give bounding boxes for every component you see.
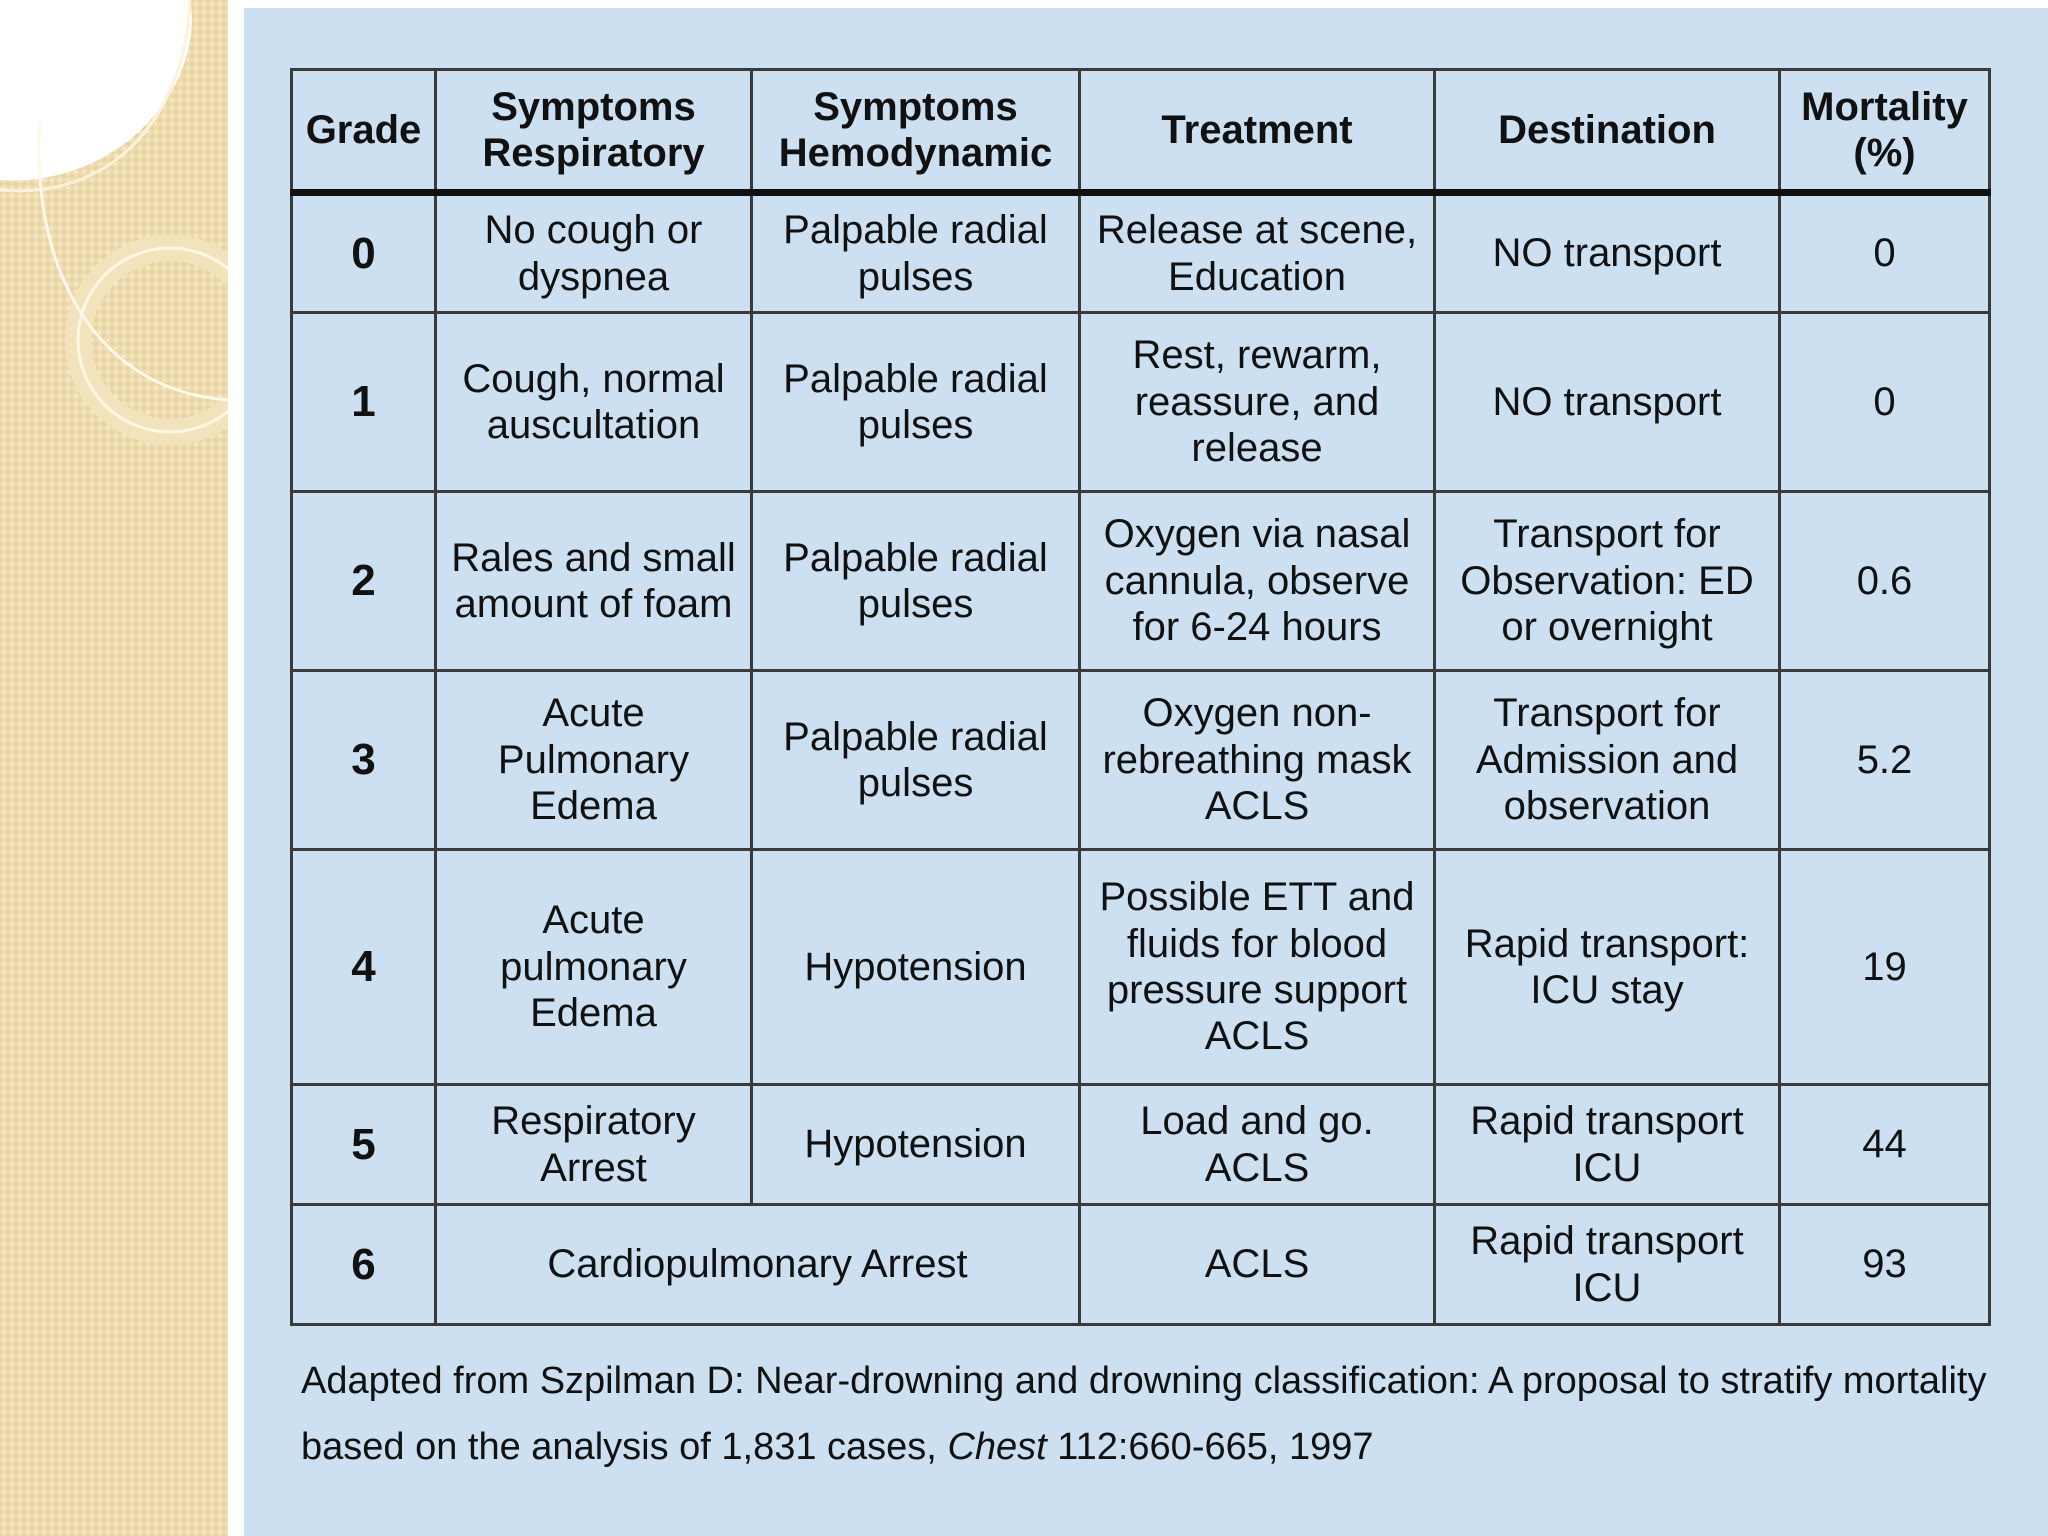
grade-cell: 4 [292, 850, 436, 1085]
respiratory-cell: No cough or dyspnea [436, 193, 752, 313]
source-citation [301, 1348, 2021, 1480]
mortality-cell: 0 [1780, 193, 1990, 313]
treatment-cell: Release at scene, Education [1080, 193, 1435, 313]
table-row [292, 193, 1990, 313]
combined-symptoms-cell: Cardiopulmonary Arrest [436, 1205, 1080, 1325]
header-destination: Destination [1435, 70, 1780, 193]
treatment-cell: Rest, rewarm, reassure, and release [1080, 313, 1435, 492]
treatment-cell: Load and go. ACLS [1080, 1085, 1435, 1205]
destination-cell: Transport for Admission and observation [1435, 671, 1780, 850]
mortality-cell: 0 [1780, 313, 1990, 492]
table-row [292, 313, 1990, 492]
white-corner-shape [0, 0, 192, 180]
table-row [292, 671, 1990, 850]
grade-cell: 1 [292, 313, 436, 492]
treatment-cell: Possible ETT and fluids for blood pressure support ACLS [1080, 850, 1435, 1085]
mortality-cell: 93 [1780, 1205, 1990, 1325]
grade-cell: 5 [292, 1085, 436, 1205]
mortality-cell: 0.6 [1780, 492, 1990, 671]
table-row [292, 492, 1990, 671]
decorative-circles [0, 0, 228, 1536]
grade-cell: 3 [292, 671, 436, 850]
drowning-classification-table [290, 68, 1991, 1326]
hemodynamic-cell: Palpable radial pulses [752, 313, 1080, 492]
header-grade: Grade [292, 70, 436, 193]
hemodynamic-cell: Palpable radial pulses [752, 492, 1080, 671]
hemodynamic-cell: Hypotension [752, 850, 1080, 1085]
respiratory-cell: Respiratory Arrest [436, 1085, 752, 1205]
mortality-cell: 5.2 [1780, 671, 1990, 850]
citation-text: Adapted from Szpilman D: Near-drowning and drowning classification: A proposal to stratify mortality based on the analysis of 1,831 cases, [301, 1360, 1987, 1468]
treatment-cell: ACLS [1080, 1205, 1435, 1325]
destination-cell: Rapid transport: ICU stay [1435, 850, 1780, 1085]
table-header-row [292, 70, 1990, 193]
grade-cell: 6 [292, 1205, 436, 1325]
table-row [292, 1085, 1990, 1205]
destination-cell: Transport for Observation: ED or overnight [1435, 492, 1780, 671]
header-symptoms-respiratory: Symptoms Respiratory [436, 70, 752, 193]
destination-cell: Rapid transport ICU [1435, 1205, 1780, 1325]
hemodynamic-cell: Palpable radial pulses [752, 193, 1080, 313]
header-symptoms-hemodynamic: Symptoms Hemodynamic [752, 70, 1080, 193]
hemodynamic-cell: Hypotension [752, 1085, 1080, 1205]
citation-details: 112:660-665, 1997 [1046, 1426, 1374, 1468]
treatment-cell: Oxygen non-rebreathing mask ACLS [1080, 671, 1435, 850]
grade-cell: 2 [292, 492, 436, 671]
decorative-side-strip [0, 0, 228, 1536]
header-treatment: Treatment [1080, 70, 1435, 193]
mortality-cell: 44 [1780, 1085, 1990, 1205]
grade-cell: 0 [292, 193, 436, 313]
hemodynamic-cell: Palpable radial pulses [752, 671, 1080, 850]
respiratory-cell: Rales and small amount of foam [436, 492, 752, 671]
destination-cell: NO transport [1435, 193, 1780, 313]
respiratory-cell: Acute pulmonary Edema [436, 850, 752, 1085]
table-row [292, 1205, 1990, 1325]
respiratory-cell: Acute Pulmonary Edema [436, 671, 752, 850]
citation-journal: Chest [947, 1426, 1047, 1468]
respiratory-cell: Cough, normal auscultation [436, 313, 752, 492]
table-row [292, 850, 1990, 1085]
header-mortality: Mortality (%) [1780, 70, 1990, 193]
mortality-cell: 19 [1780, 850, 1990, 1085]
treatment-cell: Oxygen via nasal cannula, observe for 6-24 hours [1080, 492, 1435, 671]
slide-panel [244, 8, 2048, 1536]
destination-cell: NO transport [1435, 313, 1780, 492]
destination-cell: Rapid transport ICU [1435, 1085, 1780, 1205]
